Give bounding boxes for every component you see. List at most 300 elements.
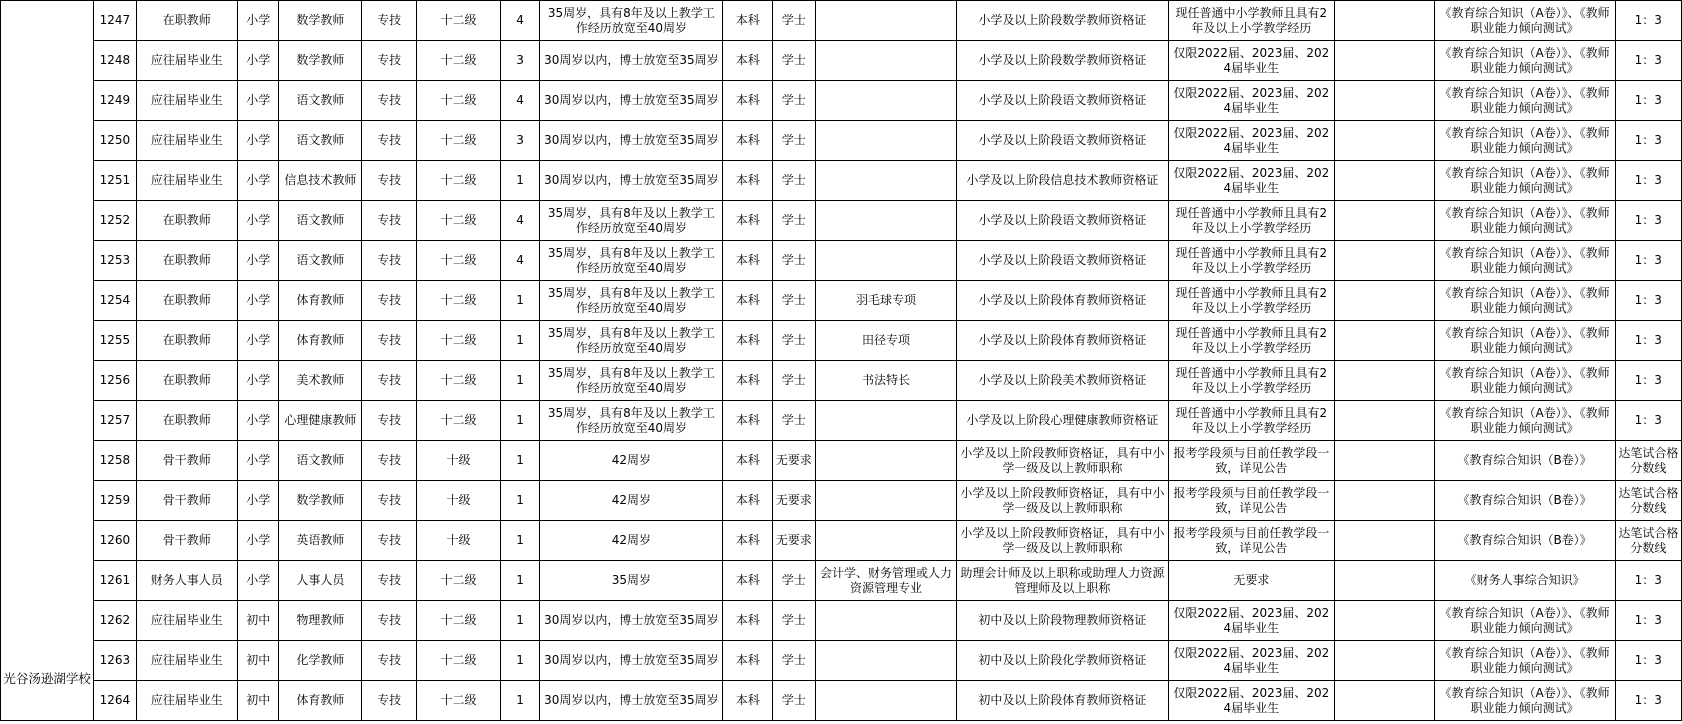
interview-ratio-cell: 达笔试合格分数线 — [1615, 521, 1681, 561]
post-level-cell: 十级 — [417, 521, 501, 561]
job-code-cell: 1258 — [94, 441, 136, 481]
age-requirement-cell: 42周岁 — [540, 481, 723, 521]
education-cell: 本科 — [723, 121, 773, 161]
job-code-cell: 1259 — [94, 481, 136, 521]
interview-ratio-cell: 1：3 — [1615, 1, 1681, 41]
school-stage-cell: 小学 — [238, 281, 279, 321]
school-stage-cell: 初中 — [238, 601, 279, 641]
major-requirement-cell — [815, 481, 957, 521]
other-requirement-cell: 仅限2022届、2023届、2024届毕业生 — [1168, 161, 1335, 201]
job-code-cell: 1257 — [94, 401, 136, 441]
position-name-cell: 体育教师 — [279, 321, 362, 361]
certificate-requirement-cell: 小学及以上阶段教师资格证，具有中小学一级及以上教师职称 — [957, 481, 1168, 521]
education-cell: 本科 — [723, 281, 773, 321]
major-requirement-cell — [815, 1, 957, 41]
exam-subject-cell: 《教育综合知识（A卷）》、《教师职业能力倾向测试》 — [1434, 41, 1615, 81]
interview-ratio-cell: 1：3 — [1615, 241, 1681, 281]
age-requirement-cell: 35周岁，具有8年及以上教学工作经历放宽至40周岁 — [540, 361, 723, 401]
notes-cell — [1335, 201, 1434, 241]
interview-ratio-cell: 1：3 — [1615, 321, 1681, 361]
job-type-cell: 在职教师 — [136, 321, 237, 361]
notes-cell — [1335, 561, 1434, 601]
exam-subject-cell: 《教育综合知识（A卷）》、《教师职业能力倾向测试》 — [1434, 161, 1615, 201]
job-type-cell: 在职教师 — [136, 401, 237, 441]
education-cell: 本科 — [723, 521, 773, 561]
table-row — [1, 441, 1682, 481]
other-requirement-cell: 报考学段须与目前任教学段一致，详见公告 — [1168, 441, 1335, 481]
notes-cell — [1335, 521, 1434, 561]
major-requirement-cell — [815, 641, 957, 681]
exam-subject-cell: 《教育综合知识（A卷）》、《教师职业能力倾向测试》 — [1434, 81, 1615, 121]
exam-subject-cell: 《教育综合知识（A卷）》、《教师职业能力倾向测试》 — [1434, 281, 1615, 321]
interview-ratio-cell: 1：3 — [1615, 121, 1681, 161]
job-code-cell: 1263 — [94, 641, 136, 681]
table-row — [1, 1, 1682, 41]
post-level-cell: 十二级 — [417, 681, 501, 721]
exam-subject-cell: 《教育综合知识（A卷）》、《教师职业能力倾向测试》 — [1434, 601, 1615, 641]
post-category-cell: 专技 — [362, 201, 417, 241]
notes-cell — [1335, 241, 1434, 281]
major-requirement-cell — [815, 121, 957, 161]
job-type-cell: 骨干教师 — [136, 481, 237, 521]
education-cell: 本科 — [723, 361, 773, 401]
hire-count-cell: 1 — [500, 561, 539, 601]
other-requirement-cell: 现任普通中小学教师且具有2年及以上小学教学经历 — [1168, 1, 1335, 41]
job-code-cell: 1256 — [94, 361, 136, 401]
post-category-cell: 专技 — [362, 481, 417, 521]
job-type-cell: 在职教师 — [136, 201, 237, 241]
certificate-requirement-cell: 小学及以上阶段数学教师资格证 — [957, 1, 1168, 41]
post-level-cell: 十级 — [417, 481, 501, 521]
post-category-cell: 专技 — [362, 361, 417, 401]
exam-subject-cell: 《教育综合知识（A卷）》、《教师职业能力倾向测试》 — [1434, 321, 1615, 361]
job-code-cell: 1261 — [94, 561, 136, 601]
degree-cell: 学士 — [773, 401, 815, 441]
major-requirement-cell: 会计学、财务管理或人力资源管理专业 — [815, 561, 957, 601]
major-requirement-cell — [815, 201, 957, 241]
job-type-cell: 在职教师 — [136, 281, 237, 321]
major-requirement-cell — [815, 601, 957, 641]
post-level-cell: 十二级 — [417, 601, 501, 641]
table-row — [1, 481, 1682, 521]
interview-ratio-cell: 1：3 — [1615, 201, 1681, 241]
post-level-cell: 十二级 — [417, 361, 501, 401]
education-cell: 本科 — [723, 41, 773, 81]
major-requirement-cell — [815, 401, 957, 441]
age-requirement-cell: 30周岁以内，博士放宽至35周岁 — [540, 641, 723, 681]
exam-subject-cell: 《教育综合知识（A卷）》、《教师职业能力倾向测试》 — [1434, 681, 1615, 721]
post-category-cell: 专技 — [362, 441, 417, 481]
hire-count-cell: 4 — [500, 81, 539, 121]
degree-cell: 学士 — [773, 201, 815, 241]
certificate-requirement-cell: 小学及以上阶段体育教师资格证 — [957, 281, 1168, 321]
interview-ratio-cell: 1：3 — [1615, 361, 1681, 401]
school-stage-cell: 小学 — [238, 1, 279, 41]
notes-cell — [1335, 641, 1434, 681]
position-name-cell: 数学教师 — [279, 41, 362, 81]
table-row — [1, 601, 1682, 641]
position-name-cell: 数学教师 — [279, 481, 362, 521]
degree-cell: 学士 — [773, 601, 815, 641]
hire-count-cell: 1 — [500, 361, 539, 401]
job-type-cell: 应往届毕业生 — [136, 81, 237, 121]
certificate-requirement-cell: 初中及以上阶段物理教师资格证 — [957, 601, 1168, 641]
hire-count-cell: 4 — [500, 241, 539, 281]
degree-cell: 学士 — [773, 361, 815, 401]
post-category-cell: 专技 — [362, 601, 417, 641]
job-type-cell: 应往届毕业生 — [136, 121, 237, 161]
other-requirement-cell: 现任普通中小学教师且具有2年及以上小学教学经历 — [1168, 201, 1335, 241]
post-category-cell: 专技 — [362, 641, 417, 681]
post-category-cell: 专技 — [362, 241, 417, 281]
education-cell: 本科 — [723, 561, 773, 601]
notes-cell — [1335, 41, 1434, 81]
certificate-requirement-cell: 小学及以上阶段语文教师资格证 — [957, 81, 1168, 121]
post-category-cell: 专技 — [362, 321, 417, 361]
job-code-cell: 1251 — [94, 161, 136, 201]
education-cell: 本科 — [723, 201, 773, 241]
post-level-cell: 十二级 — [417, 401, 501, 441]
interview-ratio-cell: 1：3 — [1615, 281, 1681, 321]
notes-cell — [1335, 481, 1434, 521]
interview-ratio-cell: 达笔试合格分数线 — [1615, 441, 1681, 481]
position-name-cell: 英语教师 — [279, 521, 362, 561]
age-requirement-cell: 35周岁，具有8年及以上教学工作经历放宽至40周岁 — [540, 321, 723, 361]
other-requirement-cell: 仅限2022届、2023届、2024届毕业生 — [1168, 81, 1335, 121]
position-name-cell: 语文教师 — [279, 241, 362, 281]
notes-cell — [1335, 441, 1434, 481]
education-cell: 本科 — [723, 321, 773, 361]
post-level-cell: 十二级 — [417, 241, 501, 281]
position-name-cell: 语文教师 — [279, 121, 362, 161]
school-stage-cell: 小学 — [238, 521, 279, 561]
other-requirement-cell: 现任普通中小学教师且具有2年及以上小学教学经历 — [1168, 401, 1335, 441]
interview-ratio-cell: 1：3 — [1615, 401, 1681, 441]
table-row — [1, 121, 1682, 161]
post-category-cell: 专技 — [362, 41, 417, 81]
job-type-cell: 应往届毕业生 — [136, 681, 237, 721]
hire-count-cell: 3 — [500, 121, 539, 161]
other-requirement-cell: 仅限2022届、2023届、2024届毕业生 — [1168, 601, 1335, 641]
age-requirement-cell: 30周岁以内，博士放宽至35周岁 — [540, 161, 723, 201]
age-requirement-cell: 35周岁，具有8年及以上教学工作经历放宽至40周岁 — [540, 241, 723, 281]
degree-cell: 学士 — [773, 41, 815, 81]
position-name-cell: 语文教师 — [279, 81, 362, 121]
table-row — [1, 561, 1682, 601]
degree-cell: 无要求 — [773, 521, 815, 561]
age-requirement-cell: 35周岁，具有8年及以上教学工作经历放宽至40周岁 — [540, 201, 723, 241]
school-stage-cell: 小学 — [238, 161, 279, 201]
post-level-cell: 十二级 — [417, 41, 501, 81]
hire-count-cell: 1 — [500, 281, 539, 321]
post-category-cell: 专技 — [362, 681, 417, 721]
school-stage-cell: 初中 — [238, 641, 279, 681]
job-code-cell: 1248 — [94, 41, 136, 81]
hire-count-cell: 1 — [500, 681, 539, 721]
notes-cell — [1335, 361, 1434, 401]
job-code-cell: 1255 — [94, 321, 136, 361]
age-requirement-cell: 30周岁以内，博士放宽至35周岁 — [540, 601, 723, 641]
interview-ratio-cell: 1：3 — [1615, 601, 1681, 641]
post-level-cell: 十二级 — [417, 81, 501, 121]
exam-subject-cell: 《教育综合知识（A卷）》、《教师职业能力倾向测试》 — [1434, 241, 1615, 281]
age-requirement-cell: 42周岁 — [540, 521, 723, 561]
position-name-cell: 物理教师 — [279, 601, 362, 641]
table-row — [1, 201, 1682, 241]
job-type-cell: 在职教师 — [136, 1, 237, 41]
certificate-requirement-cell: 小学及以上阶段美术教师资格证 — [957, 361, 1168, 401]
exam-subject-cell: 《财务人事综合知识》 — [1434, 561, 1615, 601]
job-type-cell: 骨干教师 — [136, 441, 237, 481]
hire-count-cell: 3 — [500, 41, 539, 81]
major-requirement-cell — [815, 81, 957, 121]
age-requirement-cell: 30周岁以内，博士放宽至35周岁 — [540, 41, 723, 81]
hire-count-cell: 1 — [500, 441, 539, 481]
school-stage-cell: 初中 — [238, 681, 279, 721]
certificate-requirement-cell: 小学及以上阶段数学教师资格证 — [957, 41, 1168, 81]
table-row — [1, 521, 1682, 561]
table-row — [1, 401, 1682, 441]
job-type-cell: 财务人事人员 — [136, 561, 237, 601]
certificate-requirement-cell: 助理会计师及以上职称或助理人力资源管理师及以上职称 — [957, 561, 1168, 601]
notes-cell — [1335, 1, 1434, 41]
position-name-cell: 数学教师 — [279, 1, 362, 41]
other-requirement-cell: 现任普通中小学教师且具有2年及以上小学教学经历 — [1168, 241, 1335, 281]
hire-count-cell: 1 — [500, 321, 539, 361]
certificate-requirement-cell: 小学及以上阶段语文教师资格证 — [957, 241, 1168, 281]
other-requirement-cell: 现任普通中小学教师且具有2年及以上小学教学经历 — [1168, 281, 1335, 321]
age-requirement-cell: 42周岁 — [540, 441, 723, 481]
job-type-cell: 应往届毕业生 — [136, 641, 237, 681]
post-level-cell: 十二级 — [417, 641, 501, 681]
education-cell: 本科 — [723, 1, 773, 41]
major-requirement-cell: 羽毛球专项 — [815, 281, 957, 321]
age-requirement-cell: 35周岁 — [540, 561, 723, 601]
major-requirement-cell — [815, 161, 957, 201]
major-requirement-cell — [815, 521, 957, 561]
degree-cell: 学士 — [773, 321, 815, 361]
interview-ratio-cell: 1：3 — [1615, 41, 1681, 81]
exam-subject-cell: 《教育综合知识（A卷）》、《教师职业能力倾向测试》 — [1434, 361, 1615, 401]
table-row — [1, 161, 1682, 201]
job-code-cell: 1262 — [94, 601, 136, 641]
age-requirement-cell: 35周岁，具有8年及以上教学工作经历放宽至40周岁 — [540, 1, 723, 41]
interview-ratio-cell: 1：3 — [1615, 641, 1681, 681]
post-level-cell: 十二级 — [417, 201, 501, 241]
certificate-requirement-cell: 小学及以上阶段语文教师资格证 — [957, 121, 1168, 161]
other-requirement-cell: 仅限2022届、2023届、2024届毕业生 — [1168, 121, 1335, 161]
job-code-cell: 1249 — [94, 81, 136, 121]
major-requirement-cell — [815, 441, 957, 481]
other-requirement-cell: 报考学段须与目前任教学段一致，详见公告 — [1168, 481, 1335, 521]
hire-count-cell: 1 — [500, 641, 539, 681]
school-stage-cell: 小学 — [238, 361, 279, 401]
major-requirement-cell — [815, 681, 957, 721]
notes-cell — [1335, 681, 1434, 721]
post-category-cell: 专技 — [362, 521, 417, 561]
hire-count-cell: 1 — [500, 481, 539, 521]
major-requirement-cell: 书法特长 — [815, 361, 957, 401]
post-category-cell: 专技 — [362, 121, 417, 161]
school-stage-cell: 小学 — [238, 321, 279, 361]
certificate-requirement-cell: 小学及以上阶段信息技术教师资格证 — [957, 161, 1168, 201]
notes-cell — [1335, 601, 1434, 641]
table-row — [1, 81, 1682, 121]
hire-count-cell: 1 — [500, 401, 539, 441]
major-requirement-cell — [815, 41, 957, 81]
post-level-cell: 十二级 — [417, 1, 501, 41]
table-row — [1, 321, 1682, 361]
job-code-cell: 1247 — [94, 1, 136, 41]
certificate-requirement-cell: 小学及以上阶段教师资格证，具有中小学一级及以上教师职称 — [957, 441, 1168, 481]
post-category-cell: 专技 — [362, 401, 417, 441]
education-cell: 本科 — [723, 81, 773, 121]
post-category-cell: 专技 — [362, 161, 417, 201]
job-type-cell: 骨干教师 — [136, 521, 237, 561]
other-requirement-cell: 无要求 — [1168, 561, 1335, 601]
degree-cell: 学士 — [773, 641, 815, 681]
position-name-cell: 语文教师 — [279, 441, 362, 481]
school-stage-cell: 小学 — [238, 241, 279, 281]
education-cell: 本科 — [723, 601, 773, 641]
post-category-cell: 专技 — [362, 1, 417, 41]
notes-cell — [1335, 281, 1434, 321]
other-requirement-cell: 仅限2022届、2023届、2024届毕业生 — [1168, 641, 1335, 681]
job-code-cell: 1252 — [94, 201, 136, 241]
hire-count-cell: 4 — [500, 1, 539, 41]
hire-count-cell: 1 — [500, 161, 539, 201]
degree-cell: 学士 — [773, 121, 815, 161]
education-cell: 本科 — [723, 441, 773, 481]
education-cell: 本科 — [723, 401, 773, 441]
position-name-cell: 语文教师 — [279, 201, 362, 241]
school-stage-cell: 小学 — [238, 481, 279, 521]
job-code-cell: 1250 — [94, 121, 136, 161]
post-level-cell: 十二级 — [417, 281, 501, 321]
degree-cell: 学士 — [773, 161, 815, 201]
job-code-cell: 1253 — [94, 241, 136, 281]
position-name-cell: 美术教师 — [279, 361, 362, 401]
exam-subject-cell: 《教育综合知识（B卷）》 — [1434, 521, 1615, 561]
interview-ratio-cell: 1：3 — [1615, 561, 1681, 601]
job-code-cell: 1254 — [94, 281, 136, 321]
degree-cell: 无要求 — [773, 441, 815, 481]
job-code-cell: 1260 — [94, 521, 136, 561]
certificate-requirement-cell: 初中及以上阶段化学教师资格证 — [957, 641, 1168, 681]
table-row — [1, 681, 1682, 721]
exam-subject-cell: 《教育综合知识（A卷）》、《教师职业能力倾向测试》 — [1434, 121, 1615, 161]
job-code-cell: 1264 — [94, 681, 136, 721]
exam-subject-cell: 《教育综合知识（A卷）》、《教师职业能力倾向测试》 — [1434, 201, 1615, 241]
degree-cell: 无要求 — [773, 481, 815, 521]
age-requirement-cell: 35周岁，具有8年及以上教学工作经历放宽至40周岁 — [540, 281, 723, 321]
certificate-requirement-cell: 小学及以上阶段心理健康教师资格证 — [957, 401, 1168, 441]
interview-ratio-cell: 1：3 — [1615, 681, 1681, 721]
notes-cell — [1335, 401, 1434, 441]
degree-cell: 学士 — [773, 681, 815, 721]
certificate-requirement-cell: 初中及以上阶段体育教师资格证 — [957, 681, 1168, 721]
job-type-cell: 在职教师 — [136, 361, 237, 401]
interview-ratio-cell: 1：3 — [1615, 161, 1681, 201]
notes-cell — [1335, 121, 1434, 161]
major-requirement-cell: 田径专项 — [815, 321, 957, 361]
other-requirement-cell: 仅限2022届、2023届、2024届毕业生 — [1168, 681, 1335, 721]
table-row — [1, 41, 1682, 81]
notes-cell — [1335, 321, 1434, 361]
degree-cell: 学士 — [773, 241, 815, 281]
hire-count-cell: 1 — [500, 521, 539, 561]
school-stage-cell: 小学 — [238, 41, 279, 81]
age-requirement-cell: 35周岁，具有8年及以上教学工作经历放宽至40周岁 — [540, 401, 723, 441]
degree-cell: 学士 — [773, 281, 815, 321]
post-level-cell: 十级 — [417, 441, 501, 481]
table-row — [1, 281, 1682, 321]
degree-cell: 学士 — [773, 81, 815, 121]
table-row — [1, 641, 1682, 681]
school-name-cell: 光谷汤逊湖学校 — [1, 1, 94, 721]
certificate-requirement-cell: 小学及以上阶段体育教师资格证 — [957, 321, 1168, 361]
job-type-cell: 应往届毕业生 — [136, 161, 237, 201]
age-requirement-cell: 30周岁以内，博士放宽至35周岁 — [540, 681, 723, 721]
notes-cell — [1335, 161, 1434, 201]
table-row — [1, 241, 1682, 281]
exam-subject-cell: 《教育综合知识（A卷）》、《教师职业能力倾向测试》 — [1434, 401, 1615, 441]
education-cell: 本科 — [723, 241, 773, 281]
exam-subject-cell: 《教育综合知识（B卷）》 — [1434, 441, 1615, 481]
exam-subject-cell: 《教育综合知识（B卷）》 — [1434, 481, 1615, 521]
school-stage-cell: 小学 — [238, 201, 279, 241]
job-type-cell: 在职教师 — [136, 241, 237, 281]
table-row — [1, 361, 1682, 401]
job-type-cell: 应往届毕业生 — [136, 601, 237, 641]
post-category-cell: 专技 — [362, 281, 417, 321]
post-level-cell: 十二级 — [417, 161, 501, 201]
position-name-cell: 人事人员 — [279, 561, 362, 601]
hire-count-cell: 1 — [500, 601, 539, 641]
position-name-cell: 信息技术教师 — [279, 161, 362, 201]
table-body — [1, 1, 1682, 721]
school-stage-cell: 小学 — [238, 401, 279, 441]
certificate-requirement-cell: 小学及以上阶段教师资格证，具有中小学一级及以上教师职称 — [957, 521, 1168, 561]
post-category-cell: 专技 — [362, 81, 417, 121]
degree-cell: 学士 — [773, 561, 815, 601]
degree-cell: 学士 — [773, 1, 815, 41]
school-stage-cell: 小学 — [238, 121, 279, 161]
position-name-cell: 体育教师 — [279, 281, 362, 321]
other-requirement-cell: 仅限2022届、2023届、2024届毕业生 — [1168, 41, 1335, 81]
hire-count-cell: 4 — [500, 201, 539, 241]
education-cell: 本科 — [723, 681, 773, 721]
other-requirement-cell: 现任普通中小学教师且具有2年及以上小学教学经历 — [1168, 321, 1335, 361]
age-requirement-cell: 30周岁以内，博士放宽至35周岁 — [540, 121, 723, 161]
position-name-cell: 化学教师 — [279, 641, 362, 681]
education-cell: 本科 — [723, 481, 773, 521]
exam-subject-cell: 《教育综合知识（A卷）》、《教师职业能力倾向测试》 — [1434, 1, 1615, 41]
age-requirement-cell: 30周岁以内，博士放宽至35周岁 — [540, 81, 723, 121]
job-type-cell: 应往届毕业生 — [136, 41, 237, 81]
education-cell: 本科 — [723, 161, 773, 201]
certificate-requirement-cell: 小学及以上阶段语文教师资格证 — [957, 201, 1168, 241]
position-name-cell: 心理健康教师 — [279, 401, 362, 441]
interview-ratio-cell: 达笔试合格分数线 — [1615, 481, 1681, 521]
post-level-cell: 十二级 — [417, 121, 501, 161]
post-level-cell: 十二级 — [417, 561, 501, 601]
major-requirement-cell — [815, 241, 957, 281]
school-stage-cell: 小学 — [238, 81, 279, 121]
position-name-cell: 体育教师 — [279, 681, 362, 721]
notes-cell — [1335, 81, 1434, 121]
school-stage-cell: 小学 — [238, 441, 279, 481]
